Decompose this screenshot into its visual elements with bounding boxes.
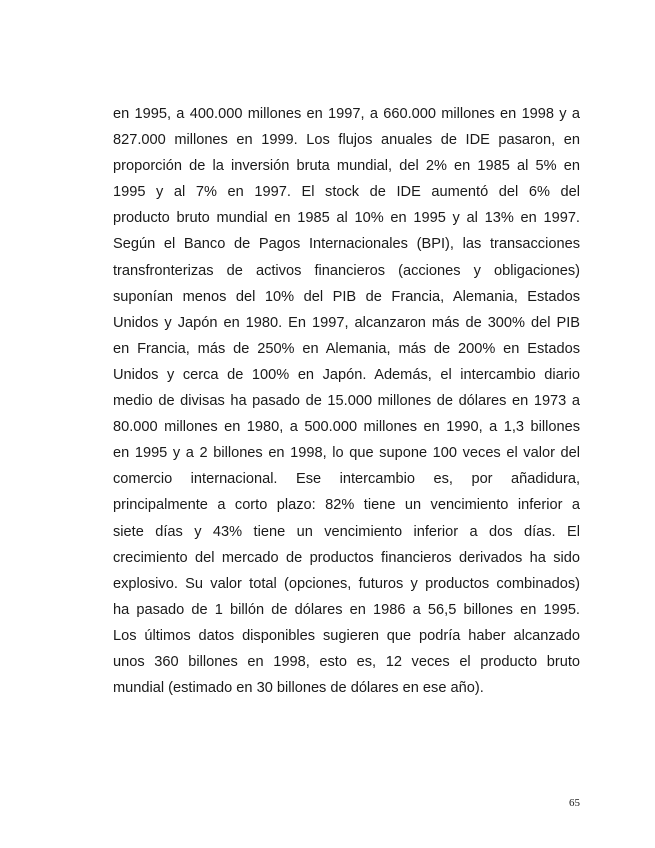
text-line: mundial (estimado en 30 billones de dólares en ese año). xyxy=(113,680,484,697)
text-line: explosivo. Su valor total (opciones, futuros y productos combinados) xyxy=(113,575,580,592)
text-line: 827.000 millones en 1999. Los flujos anuales de IDE pasaron, en xyxy=(113,132,580,149)
page-number: 65 xyxy=(569,797,580,809)
text-line: 1995 y al 7% en 1997. El stock de IDE aumentó del 6% del xyxy=(113,184,580,201)
text-line: crecimiento del mercado de productos financieros derivados ha sido xyxy=(113,549,580,566)
text-line: en 1995 y a 2 billones en 1998, lo que supone 100 veces el valor del xyxy=(113,445,580,462)
text-line: en 1995, a 400.000 millones en 1997, a 660.000 millones en 1998 y a xyxy=(113,106,580,122)
text-line: medio de divisas ha pasado de 15.000 millones de dólares en 1973 a xyxy=(113,393,580,410)
text-line: suponían menos del 10% del PIB de Francia, Alemania, Estados xyxy=(113,288,580,305)
text-line: unos 360 billones en 1998, esto es, 12 veces el producto bruto xyxy=(113,653,580,670)
text-line: transfronterizas de activos financieros (acciones y obligaciones) xyxy=(113,262,580,279)
body-paragraph xyxy=(113,101,580,701)
text-line: en Francia, más de 250% en Alemania, más de 200% en Estados xyxy=(113,340,580,357)
text-line: comercio internacional. Ese intercambio es, por añadidura, xyxy=(113,471,580,488)
text-line: ha pasado de 1 billón de dólares en 1986 a 56,5 billones en 1995. xyxy=(113,601,580,618)
text-line: Unidos y Japón en 1980. En 1997, alcanzaron más de 300% del PIB xyxy=(113,314,580,331)
text-line: principalmente a corto plazo: 82% tiene un vencimiento inferior a xyxy=(113,497,580,514)
text-line: 80.000 millones en 1980, a 500.000 millones en 1990, a 1,3 billones xyxy=(113,419,580,436)
text-line: producto bruto mundial en 1985 al 10% en 1995 y al 13% en 1997. xyxy=(113,210,580,227)
text-line: Unidos y cerca de 100% en Japón. Además, el intercambio diario xyxy=(113,366,580,383)
text-line: siete días y 43% tiene un vencimiento inferior a dos días. El xyxy=(113,523,580,540)
text-line: proporción de la inversión bruta mundial, del 2% en 1985 al 5% en xyxy=(113,158,580,175)
text-line: Según el Banco de Pagos Internacionales (BPI), las transacciones xyxy=(113,236,580,253)
text-line: Los últimos datos disponibles sugieren que podría haber alcanzado xyxy=(113,627,580,644)
